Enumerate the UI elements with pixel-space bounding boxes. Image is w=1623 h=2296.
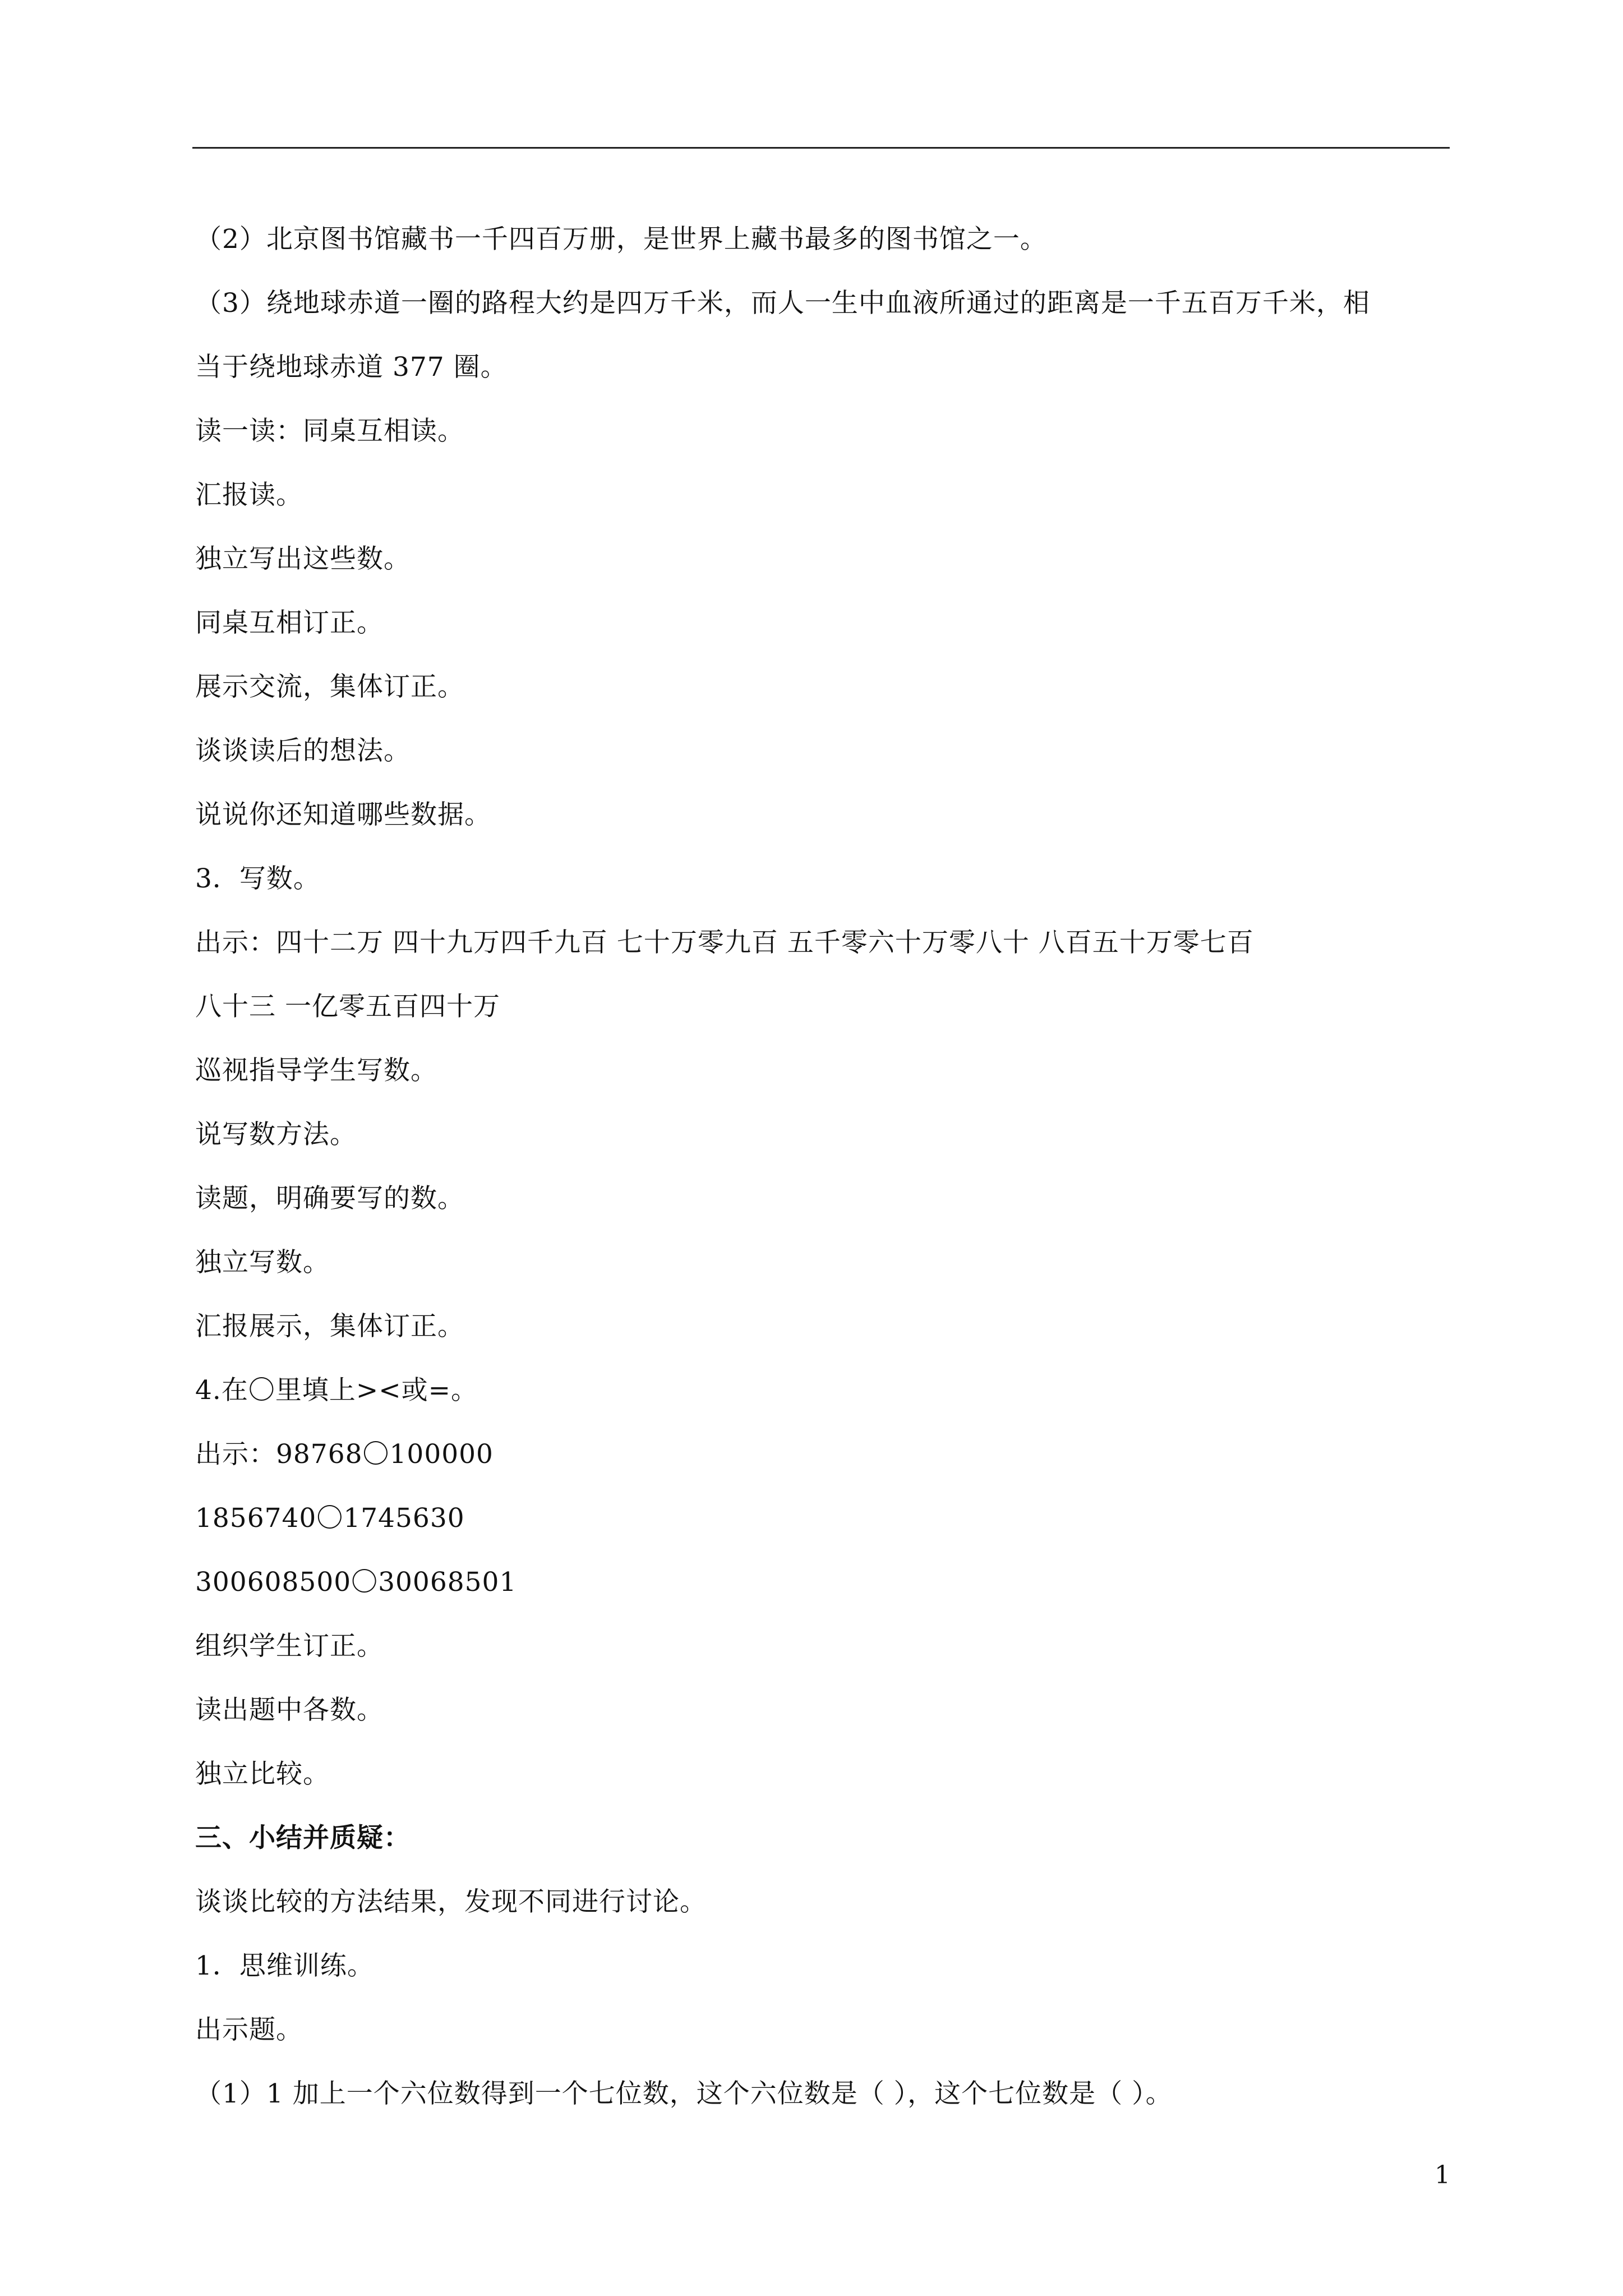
- text-line: 独立比较。: [195, 1759, 330, 1789]
- text-line: （1）1 加上一个六位数得到一个七位数，这个六位数是（ ），这个七位数是（ ）。: [195, 2078, 1173, 2109]
- text-line: 八十三 一亿零五百四十万: [195, 991, 500, 1022]
- text-line: 汇报展示，集体订正。: [195, 1311, 464, 1342]
- text-line: 出示：四十二万 四十九万四千九百 七十万零九百 五千零六十万零八十 八百五十万零七百: [195, 927, 1254, 958]
- text-line: 出示题。: [195, 2014, 303, 2045]
- text-line: 4.在〇里填上><或=。: [195, 1375, 478, 1406]
- text-line: 说写数方法。: [195, 1119, 357, 1150]
- text-line: 巡视指导学生写数。: [195, 1055, 437, 1086]
- text-line: 300608500〇30068501: [195, 1567, 517, 1598]
- text-line: 汇报读。: [195, 480, 303, 510]
- text-line: 同桌互相订正。: [195, 608, 384, 638]
- text-line: 独立写出这些数。: [195, 544, 411, 574]
- text-line: 1856740〇1745630: [195, 1503, 465, 1534]
- text-line: 读一读：同桌互相读。: [195, 416, 464, 447]
- text-line: 组织学生订正。: [195, 1631, 384, 1662]
- text-line: （3）绕地球赤道一圈的路程大约是四万千米，而人一生中血液所通过的距离是一千五百万千米，相: [195, 288, 1370, 319]
- text-line: 展示交流，集体订正。: [195, 671, 464, 702]
- text-line: 当于绕地球赤道 377 圈。: [195, 352, 508, 383]
- header-rule: [192, 147, 1450, 149]
- document-body: [195, 208, 1451, 2126]
- text-line: 谈谈读后的想法。: [195, 735, 411, 766]
- text-line: 说说你还知道哪些数据。: [195, 799, 491, 830]
- page-number: 1: [1435, 2161, 1450, 2189]
- section-heading: 三、小结并质疑：: [195, 1823, 411, 1853]
- text-line: 读出题中各数。: [195, 1695, 384, 1726]
- text-line: 读题，明确要写的数。: [195, 1183, 464, 1214]
- text-line: （2）北京图书馆藏书一千四百万册，是世界上藏书最多的图书馆之一。: [195, 224, 1047, 255]
- text-line: 3．写数。: [195, 863, 320, 894]
- text-line: 谈谈比较的方法结果，发现不同进行讨论。: [195, 1887, 707, 1917]
- text-line: 独立写数。: [195, 1247, 330, 1278]
- text-line: 出示：98768〇100000: [195, 1439, 494, 1470]
- text-line: 1．思维训练。: [195, 1950, 374, 1981]
